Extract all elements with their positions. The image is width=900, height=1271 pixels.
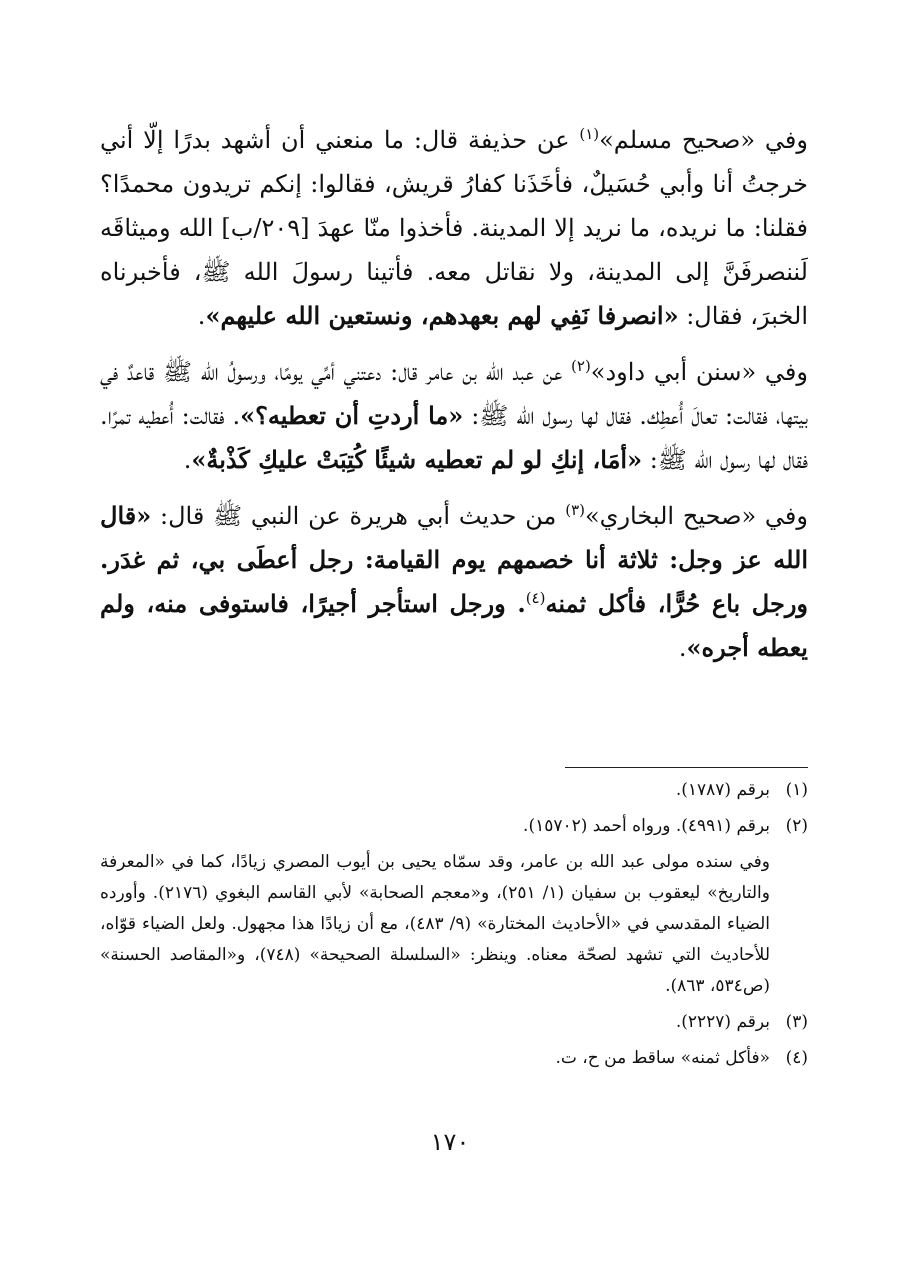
footnotes: [100, 775, 808, 1079]
footnote-2-continuation: وفي سنده مولى عبد الله بن عامر، وقد سمّاه يحيى بن أيوب المصري زيادًا، كما في «المعرفة والتاريخ» ليعقوب بن سفيان (١/ ٢٥١)، و«معجم الصحابة» لأبي القاسم البغوي (٢١٧٦). وأورده الضياء المقدسي في «الأحاديث المختارة» (٩/ ٤٨٣)، مع أن زيادًا هذا مجهول. ولعل الضياء قوّاه، للأحاديث التي تشهد لصحّة معناه. وينظر: «السلسلة الصحيحة» (٧٤٨)، و«المقاصد الحسنة» (ص٥٣٤، ٨٦٣).: [100, 852, 771, 996]
text-run: . فقالت: أُعطيه تمرًا. فقال لها رسول الله ﷺ:: [100, 402, 808, 474]
text-run: من حديث أبي هريرة عن النبي ﷺ قال:: [151, 502, 566, 530]
footnote-ref-2: (٢): [571, 357, 591, 375]
text-run: عن عبد الله بن عامر قال: دعتني أمِّي يومًا، ورسولُ الله ﷺ قاعدٌ في بيتها، فقالت: تعالَ أُعطِك. فقال لها رسول الله ﷺ:: [100, 358, 808, 430]
footnote-number: (١): [785, 780, 808, 800]
footnote-number: (٣): [785, 1012, 808, 1032]
footnote-ref-3: (٣): [565, 501, 585, 519]
paragraph-muslim: [100, 118, 808, 338]
text-run: وفي «صحيح البخاري»: [584, 502, 808, 530]
hadith-quote: «قال الله عز وجل: ثلاثة أنا خصمهم يوم القيامة: رجل أعطَى بي، ثم غدَر. ورجل باع حُرًّا، فأكل ثمنه: [100, 501, 808, 618]
footnote-text: «فأكل ثمنه» ساقط من ح، ت.: [555, 1048, 770, 1068]
footnote-number: (٤): [785, 1048, 808, 1068]
hadith-quote: «انصرفا نَفِي لهم بعهدهم، ونستعين الله عليهم»: [205, 301, 679, 330]
footnote-1: [100, 775, 808, 806]
footnote-divider: [565, 767, 808, 768]
text-run: .: [197, 302, 206, 330]
footnote-text: برقم (٢٢٢٧).: [675, 1012, 770, 1032]
footnote-ref-1: (١): [579, 125, 600, 143]
footnote-4: [100, 1043, 808, 1074]
text-run: وفي «سنن أبي داود»: [590, 358, 808, 386]
paragraph-abu-dawud: [100, 350, 808, 482]
hadith-quote: «أمَا، إنكِ لو لم تعطيه شيئًا كُتِبَتْ عليكِ كَذْبةٌ»: [191, 445, 643, 474]
hadith-quote: «ما أردتِ أن تعطيه؟»: [240, 401, 464, 430]
footnote-2: [100, 811, 808, 842]
footnote-number: (٢): [785, 816, 808, 836]
paragraph-bukhari: [100, 494, 808, 670]
text-run: وفي «صحيح مسلم»: [599, 126, 808, 154]
text-run: .: [678, 634, 687, 662]
footnote-text: برقم (٤٩٩١). ورواه أحمد (١٥٧٠٢).: [523, 816, 770, 836]
text-run: .: [183, 446, 192, 474]
main-text: [100, 118, 808, 682]
text-run: عن حذيفة قال: ما منعني أن أشهد بدرًا إلّا أني خرجتُ أنا وأبي حُسَيلٌ، فأخَذَنا كفارُ قريش، فقالوا: إنكم تريدون محمدًا؟ فقلنا: ما نريده، ما نريد إلا المدينة. فأخذوا منّا عهدَ [٢٠٩/ب] الله وميثاقَه لَننصرفَنَّ إلى المدينة، ولا نقاتل معه. فأتينا رسولَ الله ﷺ، فأخبرناه الخبرَ، فقال:: [100, 126, 808, 330]
footnote-3: [100, 1007, 808, 1038]
page-number: ١٧٠: [430, 1128, 470, 1156]
footnote-ref-4: (٤): [525, 589, 546, 607]
hadith-quote: . ورجل استأجر أجيرًا، فاستوفى منه، ولم يعطه أجره»: [100, 589, 808, 662]
footnote-text: برقم (١٧٨٧).: [675, 780, 770, 800]
